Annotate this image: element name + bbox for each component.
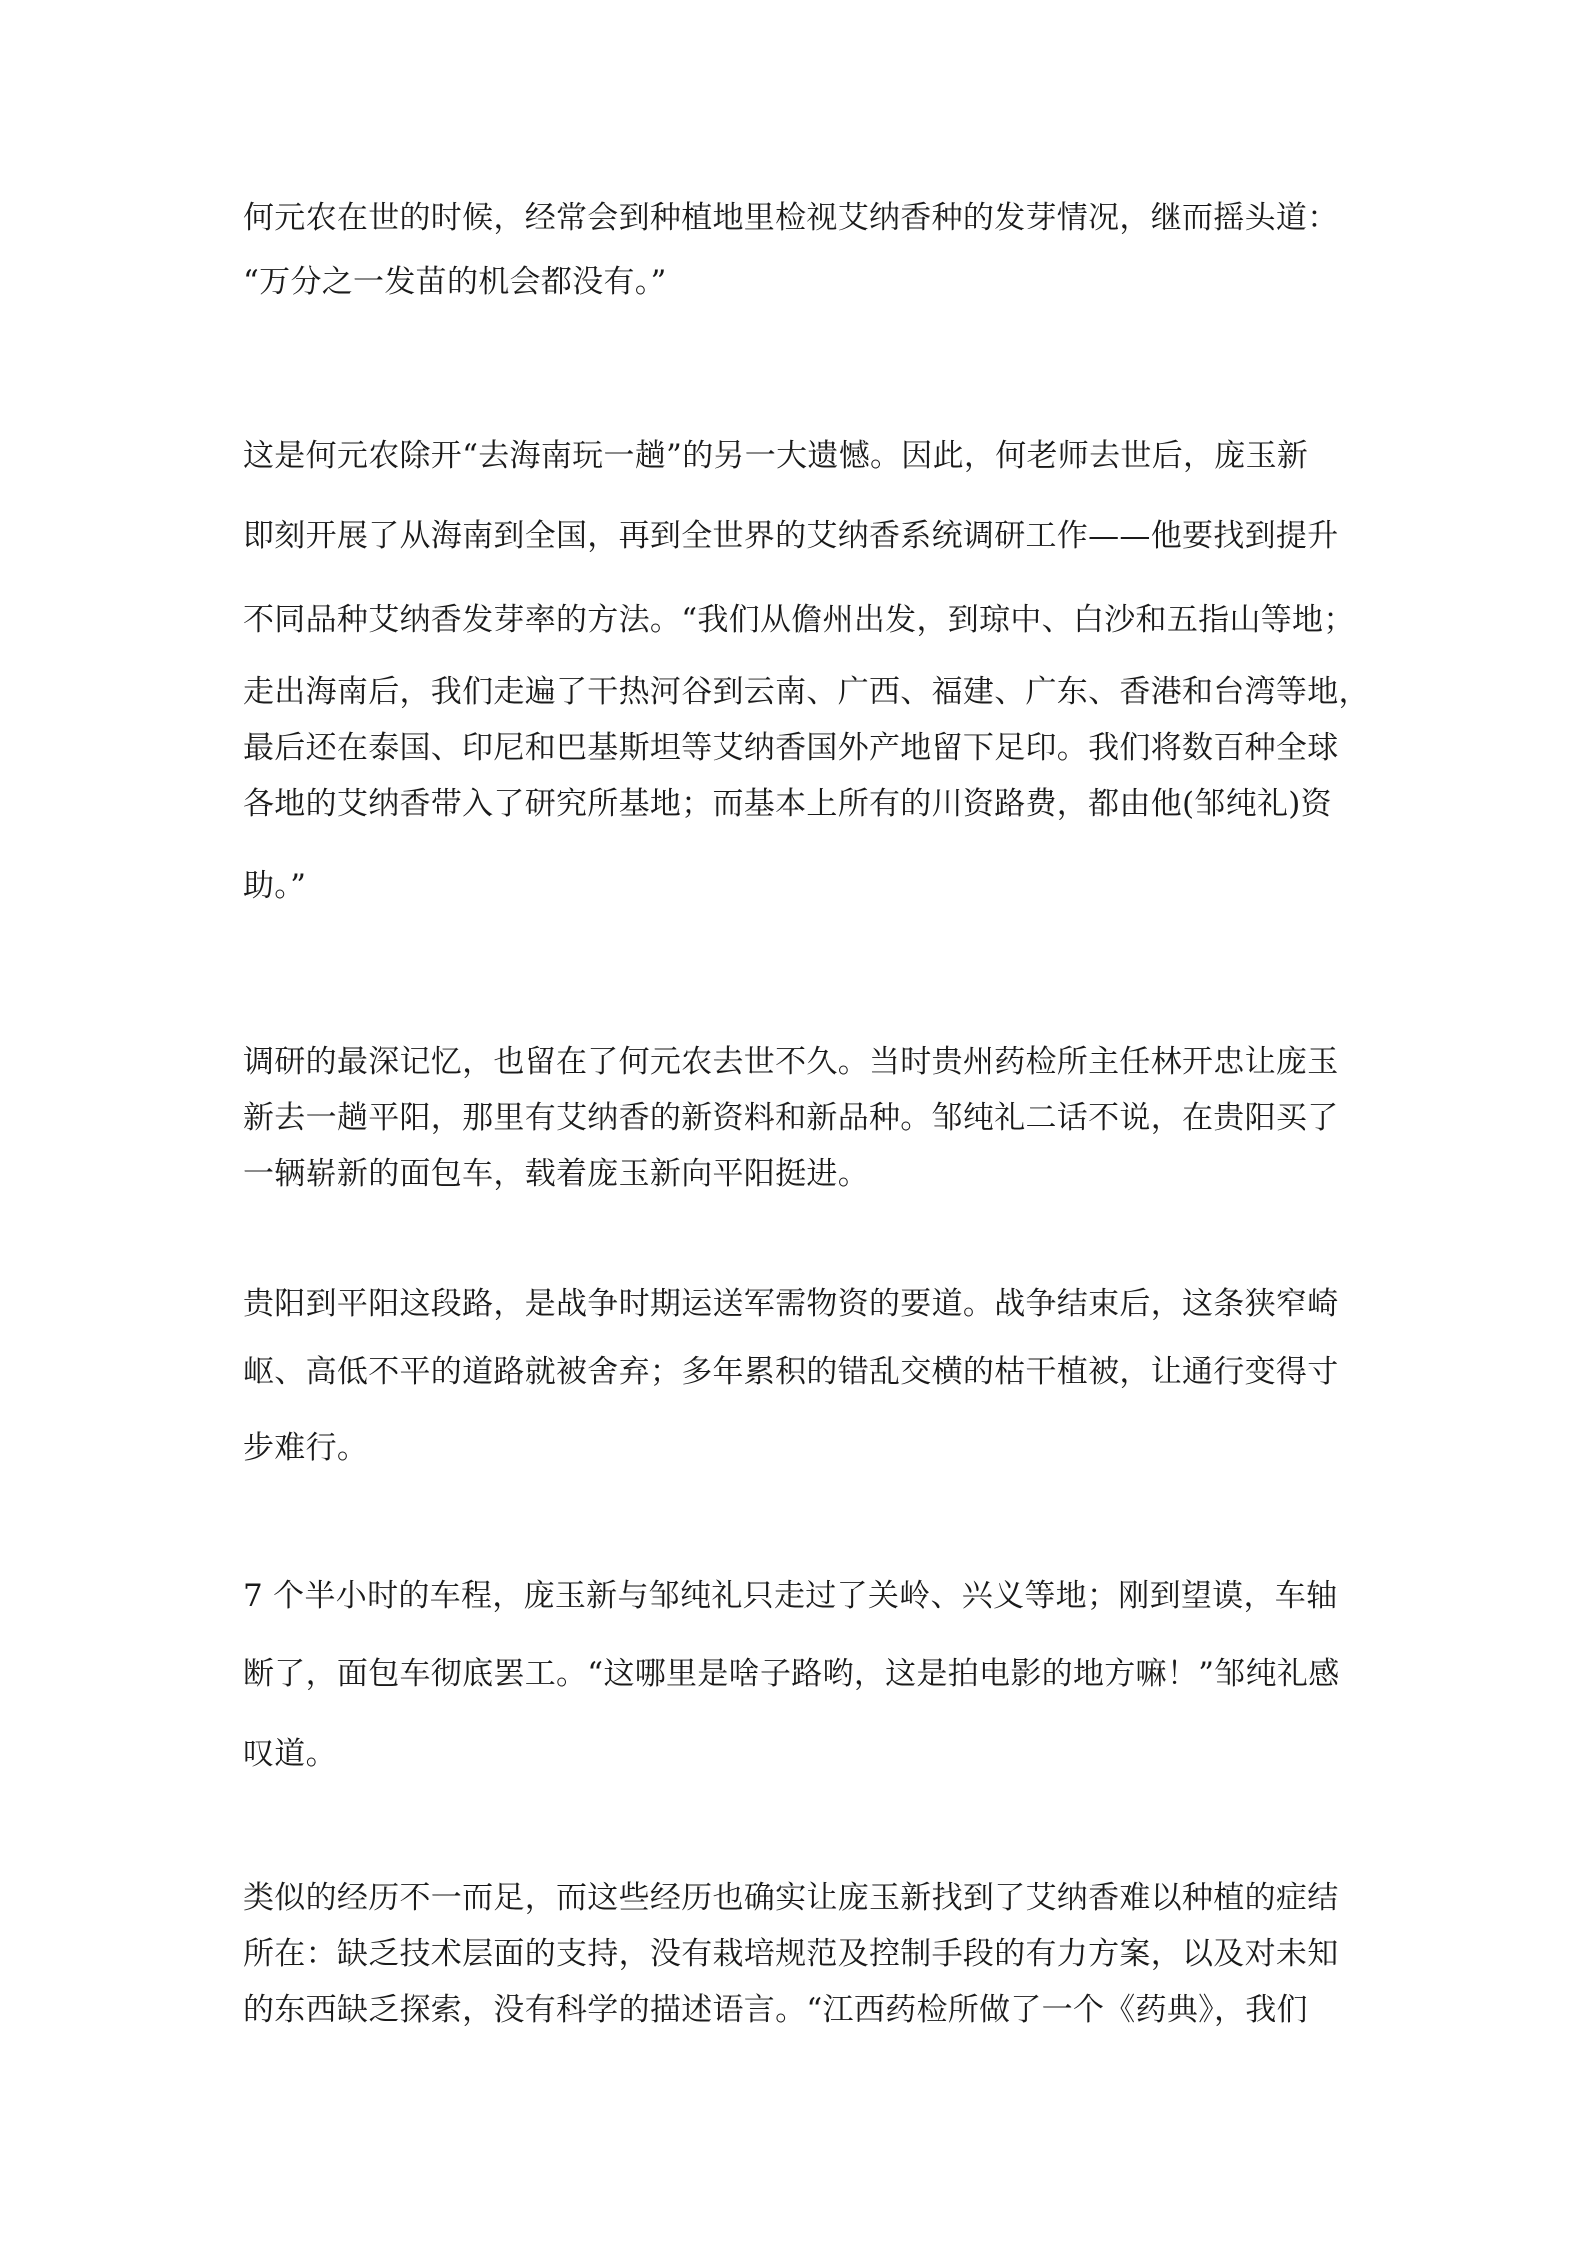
- paragraph-4-line-3: 步难行。: [243, 1430, 369, 1466]
- paragraph-4-line-2: 岖、高低不平的道路就被舍弃；多年累积的错乱交横的枯干植被，让通行变得寸: [243, 1354, 1339, 1390]
- paragraph-2-line-6: 各地的艾纳香带入了研究所基地；而基本上所有的川资路费，都由他(邹纯礼)资: [243, 786, 1332, 822]
- paragraph-3-line-1: 调研的最深记忆，也留在了何元农去世不久。当时贵州药检所主任林开忠让庞玉: [243, 1044, 1339, 1080]
- paragraph-5-line-3: 叹道。: [243, 1736, 337, 1772]
- paragraph-5-line-2: 断了，面包车彻底罢工。“这哪里是啥子路哟，这是拍电影的地方嘛！”邹纯礼感: [243, 1656, 1340, 1692]
- paragraph-2-line-3: 不同品种艾纳香发芽率的方法。“我们从儋州出发，到琼中、白沙和五指山等地；: [243, 602, 1355, 638]
- paragraph-2-line-2: 即刻开展了从海南到全国，再到全世界的艾纳香系统调研工作——他要找到提升: [243, 518, 1339, 554]
- paragraph-1-line-1: 何元农在世的时候，经常会到种植地里检视艾纳香种的发芽情况，继而摇头道：: [243, 200, 1339, 236]
- paragraph-6-line-2: 所在：缺乏技术层面的支持，没有栽培规范及控制手段的有力方案，以及对未知: [243, 1936, 1339, 1972]
- paragraph-2-line-5: 最后还在泰国、印尼和巴基斯坦等艾纳香国外产地留下足印。我们将数百种全球: [243, 730, 1339, 766]
- paragraph-2-line-4: 走出海南后，我们走遍了干热河谷到云南、广西、福建、广东、香港和台湾等地，: [243, 674, 1370, 710]
- paragraph-2-line-7: 助。”: [243, 868, 307, 904]
- paragraph-6-line-3: 的东西缺乏探索，没有科学的描述语言。“江西药检所做了一个《药典》，我们: [243, 1992, 1308, 2028]
- paragraph-4-line-1: 贵阳到平阳这段路，是战争时期运送军需物资的要道。战争结束后，这条狭窄崎: [243, 1286, 1339, 1322]
- paragraph-1-line-2: “万分之一发苗的机会都没有。”: [243, 264, 667, 300]
- paragraph-3-line-3: 一辆崭新的面包车，载着庞玉新向平阳挺进。: [243, 1156, 869, 1192]
- paragraph-2-line-1: 这是何元农除开“去海南玩一趟”的另一大遗憾。因此，何老师去世后，庞玉新: [243, 438, 1309, 474]
- paragraph-3-line-2: 新去一趟平阳，那里有艾纳香的新资料和新品种。邹纯礼二话不说，在贵阳买了: [243, 1100, 1339, 1136]
- paragraph-6-line-1: 类似的经历不一而足，而这些经历也确实让庞玉新找到了艾纳香难以种植的症结: [243, 1880, 1339, 1916]
- paragraph-5-line-1: 7 个半小时的车程，庞玉新与邹纯礼只走过了关岭、兴义等地；刚到望谟，车轴: [243, 1578, 1338, 1614]
